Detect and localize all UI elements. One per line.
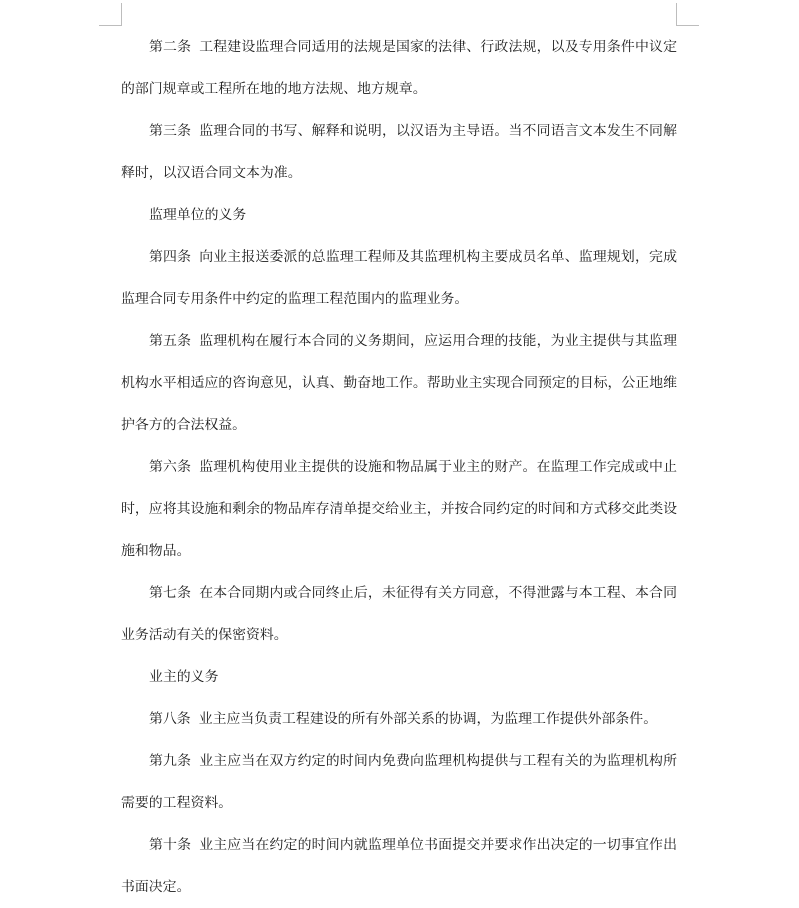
section-heading-owner-obligations: 业主的义务 (149, 669, 219, 685)
document-body[interactable] (121, 26, 677, 908)
article-7 (121, 572, 677, 656)
article-number: 第五条 (149, 333, 192, 349)
article-number: 第九条 (149, 753, 192, 769)
article-text: 监理机构使用业主提供的设施和物品属于业主的财产。在监理工作完成或中止时，应将其设施和剩余的物品库存清单提交给业主，并按合同约定的时间和方式移交此类设施和物品。 (121, 459, 677, 559)
article-number: 第二条 (149, 39, 192, 55)
margin-corner-mark-top-left (99, 3, 122, 26)
article-3 (121, 110, 677, 194)
section-heading-supervisor-obligations: 监理单位的义务 (149, 207, 247, 223)
article-9 (121, 740, 677, 824)
article-text: 向业主报送委派的总监理工程师及其监理机构主要成员名单、监理规划，完成监理合同专用条件中约定的监理工程范围内的监理业务。 (121, 249, 677, 307)
article-text: 监理合同的书写、解释和说明，以汉语为主导语。当不同语言文本发生不同解释时，以汉语合同文本为准。 (121, 123, 677, 181)
article-number: 第八条 (149, 711, 191, 727)
article-number: 第六条 (149, 459, 192, 475)
article-2 (121, 26, 677, 110)
article-text: 业主应当在约定的时间内就监理单位书面提交并要求作出决定的一切事宜作出书面决定。 (121, 837, 677, 895)
article-6 (121, 446, 677, 572)
article-8 (121, 698, 677, 740)
article-4 (121, 236, 677, 320)
article-text: 监理机构在履行本合同的义务期间，应运用合理的技能，为业主提供与其监理机构水平相适应的咨询意见，认真、勤奋地工作。帮助业主实现合同预定的目标，公正地维护各方的合法权益。 (121, 333, 677, 433)
article-text: 业主应当负责工程建设的所有外部关系的协调，为监理工作提供外部条件。 (198, 711, 658, 727)
article-10 (121, 824, 677, 908)
article-text: 业主应当在双方约定的时间内免费向监理机构提供与工程有关的为监理机构所需要的工程资料。 (121, 753, 677, 811)
article-number: 第四条 (149, 249, 192, 265)
article-text: 工程建设监理合同适用的法规是国家的法律、行政法规，以及专用条件中议定的部门规章或工程所在地的地方法规、地方规章。 (121, 39, 677, 97)
article-number: 第七条 (149, 585, 192, 601)
article-5 (121, 320, 677, 446)
margin-corner-mark-top-right (676, 3, 699, 26)
article-text: 在本合同期内或合同终止后，未征得有关方同意，不得泄露与本工程、本合同业务活动有关的保密资料。 (121, 585, 677, 643)
article-number: 第十条 (149, 837, 192, 853)
article-number: 第三条 (149, 123, 192, 139)
